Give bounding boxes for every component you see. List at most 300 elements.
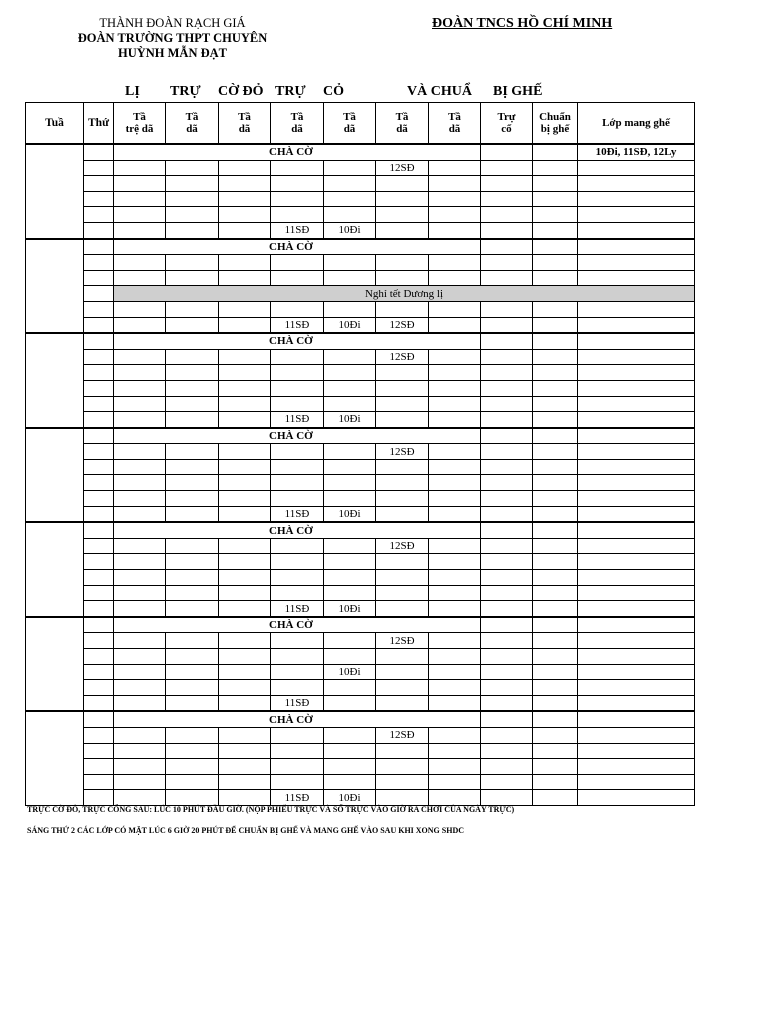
table-row <box>26 601 695 617</box>
table-cell <box>376 459 429 475</box>
class-code-cell: 11SĐ <box>271 222 324 238</box>
table-cell <box>429 270 481 286</box>
class-cell: 10Đi, 11SĐ, 12Ly <box>578 144 695 160</box>
table-cell <box>481 396 533 412</box>
col-header-week: Tuầ <box>26 103 84 145</box>
table-cell <box>481 774 533 790</box>
table-cell <box>219 191 271 207</box>
table-cell <box>533 601 578 617</box>
table-cell <box>166 695 219 711</box>
footer-note-1: TRỰC CỜ ĐỎ, TRỰC CỔNG SAU: LÚC 10 PHÚT ĐẦU GIỜ. (NỘP PHIẾU TRỰC VÀ SỔ TRỰC VÀO GIỜ RA CHƠI CỦA NGÀY TRỰC) <box>27 805 515 814</box>
table-cell <box>271 475 324 491</box>
title-part: BỊ GHẾ <box>493 84 543 99</box>
class-code-cell: 12SĐ <box>376 317 429 333</box>
page-title <box>0 84 768 102</box>
table-cell <box>166 633 219 649</box>
table-cell <box>114 695 166 711</box>
table-cell <box>166 680 219 696</box>
table-cell <box>533 506 578 522</box>
table-cell <box>219 601 271 617</box>
table-cell <box>114 301 166 317</box>
table-row <box>26 412 695 428</box>
table-cell <box>429 365 481 381</box>
table-cell <box>481 570 533 586</box>
table-cell <box>481 475 533 491</box>
table-row <box>26 727 695 743</box>
table-cell <box>533 633 578 649</box>
day-cell <box>84 522 114 538</box>
class-code-cell: 10Đi <box>324 601 376 617</box>
table-cell <box>533 727 578 743</box>
table-cell <box>376 506 429 522</box>
table-cell <box>578 506 695 522</box>
title-part: VÀ CHUẨ <box>407 84 472 99</box>
table-cell <box>114 317 166 333</box>
table-cell <box>114 222 166 238</box>
table-cell <box>429 222 481 238</box>
week-cell <box>26 617 84 712</box>
table-cell <box>324 459 376 475</box>
table-cell <box>429 695 481 711</box>
table-cell <box>271 743 324 759</box>
table-cell <box>271 585 324 601</box>
day-cell <box>84 680 114 696</box>
table-row <box>26 475 695 491</box>
day-cell <box>84 239 114 255</box>
table-cell <box>578 349 695 365</box>
table-cell <box>481 601 533 617</box>
flag-ceremony-cell: CHÀ CỜ <box>114 711 481 727</box>
table-cell <box>429 554 481 570</box>
table-cell <box>271 380 324 396</box>
table-cell <box>271 176 324 192</box>
table-cell <box>324 538 376 554</box>
table-row <box>26 790 695 806</box>
table-cell <box>376 176 429 192</box>
table-cell <box>429 680 481 696</box>
day-cell <box>84 633 114 649</box>
class-code-cell: 12SĐ <box>376 444 429 460</box>
day-cell <box>84 255 114 271</box>
table-cell <box>481 554 533 570</box>
day-cell <box>84 444 114 460</box>
table-cell <box>533 317 578 333</box>
col-header-floor: Tầ dã <box>271 103 324 145</box>
table-cell <box>219 380 271 396</box>
day-cell <box>84 774 114 790</box>
day-cell <box>84 727 114 743</box>
table-cell <box>578 774 695 790</box>
table-cell <box>429 444 481 460</box>
table-cell <box>166 649 219 665</box>
class-code-cell: 12SĐ <box>376 538 429 554</box>
table-cell <box>324 444 376 460</box>
table-cell <box>481 711 533 727</box>
table-cell <box>578 380 695 396</box>
table-cell <box>481 255 533 271</box>
table-cell <box>271 491 324 507</box>
flag-ceremony-cell: CHÀ CỜ <box>114 333 481 349</box>
table-cell <box>533 554 578 570</box>
table-cell <box>578 222 695 238</box>
table-cell <box>533 459 578 475</box>
table-cell <box>114 649 166 665</box>
table-cell <box>324 301 376 317</box>
table-cell <box>324 270 376 286</box>
schedule-table <box>25 102 695 806</box>
day-cell <box>84 475 114 491</box>
table-cell <box>578 554 695 570</box>
table-cell <box>166 207 219 223</box>
org-header-right: ĐOÀN TNCS HỒ CHÍ MINH <box>432 16 613 31</box>
table-cell <box>429 633 481 649</box>
table-cell <box>166 255 219 271</box>
table-cell <box>271 680 324 696</box>
table-cell <box>166 444 219 460</box>
table-row <box>26 286 695 302</box>
table-cell <box>533 649 578 665</box>
org-city-union: THÀNH ĐOÀN RẠCH GIÁ <box>99 16 246 30</box>
table-cell <box>376 396 429 412</box>
table-cell <box>578 160 695 176</box>
title-part: TRỰ <box>275 84 306 99</box>
day-cell <box>84 160 114 176</box>
table-cell <box>376 255 429 271</box>
table-row <box>26 585 695 601</box>
day-cell <box>84 617 114 633</box>
table-cell <box>324 396 376 412</box>
table-cell <box>578 538 695 554</box>
table-row <box>26 759 695 775</box>
table-cell <box>114 176 166 192</box>
day-cell <box>84 333 114 349</box>
table-cell <box>219 695 271 711</box>
table-cell <box>533 695 578 711</box>
table-cell <box>166 601 219 617</box>
day-cell <box>84 459 114 475</box>
table-cell <box>114 160 166 176</box>
week-cell <box>26 522 84 617</box>
table-cell <box>376 191 429 207</box>
table-cell <box>533 790 578 806</box>
table-cell <box>166 491 219 507</box>
table-cell <box>114 270 166 286</box>
table-row <box>26 459 695 475</box>
table-cell <box>271 649 324 665</box>
table-cell <box>114 412 166 428</box>
table-cell <box>114 680 166 696</box>
day-cell <box>84 664 114 680</box>
table-cell <box>324 365 376 381</box>
table-cell <box>219 538 271 554</box>
table-cell <box>533 396 578 412</box>
table-cell <box>533 743 578 759</box>
table-cell <box>114 790 166 806</box>
title-part: TRỰ <box>170 84 201 99</box>
class-cell <box>578 711 695 727</box>
table-cell <box>533 570 578 586</box>
table-cell <box>578 790 695 806</box>
day-cell <box>84 695 114 711</box>
day-cell <box>84 491 114 507</box>
table-cell <box>219 412 271 428</box>
table-cell <box>429 349 481 365</box>
week-cell <box>26 428 84 523</box>
table-cell <box>166 191 219 207</box>
footer-note-2: SÁNG THỨ 2 CÁC LỚP CÓ MẶT LÚC 6 GIỜ 20 PHÚT ĐỂ CHUẨN BỊ GHẾ VÀ MANG GHẾ VÀO SAU KHI XONG SHDC <box>27 826 465 835</box>
table-row <box>26 695 695 711</box>
table-cell <box>376 207 429 223</box>
table-cell <box>166 664 219 680</box>
table-cell <box>429 570 481 586</box>
class-code-cell: 11SĐ <box>271 790 324 806</box>
table-cell <box>166 585 219 601</box>
col-header-gate: Trự cổ <box>481 103 533 145</box>
table-cell <box>481 459 533 475</box>
table-cell <box>114 191 166 207</box>
table-cell <box>376 695 429 711</box>
class-code-cell: 11SĐ <box>271 317 324 333</box>
table-cell <box>271 727 324 743</box>
table-cell <box>376 601 429 617</box>
table-cell <box>533 759 578 775</box>
table-row <box>26 349 695 365</box>
class-code-cell: 10Đi <box>324 222 376 238</box>
table-cell <box>578 695 695 711</box>
table-cell <box>481 365 533 381</box>
col-header-class: Lớp mang ghế <box>578 103 695 145</box>
table-cell <box>578 255 695 271</box>
table-cell <box>578 412 695 428</box>
day-cell <box>84 144 114 160</box>
table-row <box>26 270 695 286</box>
table-cell <box>578 270 695 286</box>
table-cell <box>219 790 271 806</box>
table-cell <box>324 160 376 176</box>
table-row <box>26 774 695 790</box>
table-cell <box>114 506 166 522</box>
table-cell <box>324 680 376 696</box>
table-cell <box>533 412 578 428</box>
table-cell <box>533 239 578 255</box>
table-cell <box>533 475 578 491</box>
table-cell <box>324 176 376 192</box>
table-cell <box>533 428 578 444</box>
week-cell <box>26 711 84 805</box>
table-cell <box>481 317 533 333</box>
table-row <box>26 522 695 538</box>
table-cell <box>114 601 166 617</box>
table-cell <box>578 396 695 412</box>
table-cell <box>166 349 219 365</box>
table-row <box>26 570 695 586</box>
table-cell <box>578 649 695 665</box>
day-cell <box>84 743 114 759</box>
flag-ceremony-cell: CHÀ CỜ <box>114 428 481 444</box>
table-cell <box>271 759 324 775</box>
table-cell <box>271 255 324 271</box>
table-row <box>26 554 695 570</box>
table-cell <box>376 301 429 317</box>
table-cell <box>271 349 324 365</box>
table-cell <box>219 743 271 759</box>
class-code-cell: 10Đi <box>324 412 376 428</box>
table-cell <box>219 207 271 223</box>
table-cell <box>429 759 481 775</box>
table-cell <box>271 160 324 176</box>
table-cell <box>114 554 166 570</box>
table-cell <box>271 301 324 317</box>
table-cell <box>481 301 533 317</box>
class-code-cell: 10Đi <box>324 664 376 680</box>
table-cell <box>219 317 271 333</box>
table-cell <box>481 585 533 601</box>
table-cell <box>429 790 481 806</box>
table-cell <box>114 664 166 680</box>
table-cell <box>166 727 219 743</box>
table-row <box>26 711 695 727</box>
table-cell <box>166 475 219 491</box>
table-cell <box>324 727 376 743</box>
table-cell <box>166 570 219 586</box>
day-cell <box>84 711 114 727</box>
day-cell <box>84 428 114 444</box>
table-cell <box>114 570 166 586</box>
table-cell <box>481 664 533 680</box>
table-cell <box>429 176 481 192</box>
table-cell <box>219 396 271 412</box>
table-row <box>26 160 695 176</box>
table-cell <box>166 270 219 286</box>
col-header-floor: Tầ trệ dã <box>114 103 166 145</box>
table-cell <box>166 759 219 775</box>
table-cell <box>533 680 578 696</box>
table-row <box>26 633 695 649</box>
table-cell <box>481 743 533 759</box>
col-header-day: Thứ <box>84 103 114 145</box>
table-cell <box>376 380 429 396</box>
table-row <box>26 191 695 207</box>
table-cell <box>219 585 271 601</box>
table-cell <box>271 459 324 475</box>
table-cell <box>481 727 533 743</box>
table-row <box>26 255 695 271</box>
table-cell <box>481 270 533 286</box>
col-header-chairs: Chuẩn bị ghế <box>533 103 578 145</box>
table-cell <box>219 270 271 286</box>
table-cell <box>481 380 533 396</box>
table-cell <box>219 554 271 570</box>
table-cell <box>324 380 376 396</box>
table-cell <box>376 585 429 601</box>
table-cell <box>578 664 695 680</box>
table-cell <box>533 711 578 727</box>
table-cell <box>578 317 695 333</box>
table-cell <box>429 412 481 428</box>
org-school-name: HUỲNH MẪN ĐẠT <box>117 46 228 60</box>
table-cell <box>166 380 219 396</box>
table-cell <box>376 680 429 696</box>
day-cell <box>84 176 114 192</box>
table-cell <box>429 649 481 665</box>
table-cell <box>578 727 695 743</box>
table-cell <box>219 365 271 381</box>
table-cell <box>271 538 324 554</box>
table-cell <box>533 191 578 207</box>
table-cell <box>219 570 271 586</box>
table-cell <box>533 270 578 286</box>
table-cell <box>166 365 219 381</box>
table-cell <box>271 444 324 460</box>
table-cell <box>481 144 533 160</box>
table-cell <box>219 459 271 475</box>
table-cell <box>219 349 271 365</box>
table-cell <box>219 506 271 522</box>
table-cell <box>166 222 219 238</box>
table-cell <box>376 649 429 665</box>
table-cell <box>481 680 533 696</box>
table-cell <box>429 601 481 617</box>
table-cell <box>114 475 166 491</box>
table-cell <box>271 270 324 286</box>
table-cell <box>533 522 578 538</box>
table-cell <box>481 412 533 428</box>
table-cell <box>166 176 219 192</box>
table-cell <box>481 649 533 665</box>
table-cell <box>578 680 695 696</box>
table-cell <box>376 491 429 507</box>
table-cell <box>533 664 578 680</box>
table-row <box>26 396 695 412</box>
table-cell <box>481 444 533 460</box>
table-cell <box>114 727 166 743</box>
table-cell <box>219 301 271 317</box>
class-code-cell: 11SĐ <box>271 695 324 711</box>
table-row <box>26 301 695 317</box>
table-cell <box>481 191 533 207</box>
table-cell <box>114 774 166 790</box>
org-header-left <box>60 16 285 61</box>
table-cell <box>324 554 376 570</box>
table-cell <box>271 554 324 570</box>
week-cell <box>26 239 84 334</box>
table-cell <box>533 491 578 507</box>
table-cell <box>219 475 271 491</box>
table-row <box>26 317 695 333</box>
day-cell <box>84 317 114 333</box>
table-cell <box>166 396 219 412</box>
table-cell <box>324 633 376 649</box>
table-cell <box>376 759 429 775</box>
title-part: CỎ <box>323 84 344 99</box>
day-cell <box>84 570 114 586</box>
day-cell <box>84 286 114 302</box>
table-cell <box>166 554 219 570</box>
table-cell <box>481 176 533 192</box>
table-cell <box>429 585 481 601</box>
table-row <box>26 491 695 507</box>
table-cell <box>429 475 481 491</box>
table-cell <box>578 444 695 460</box>
day-cell <box>84 365 114 381</box>
class-cell <box>578 239 695 255</box>
header-row <box>26 103 695 145</box>
table-cell <box>114 255 166 271</box>
table-cell <box>578 475 695 491</box>
class-code-cell: 11SĐ <box>271 412 324 428</box>
col-header-floor: Tầ dã <box>324 103 376 145</box>
table-cell <box>533 774 578 790</box>
